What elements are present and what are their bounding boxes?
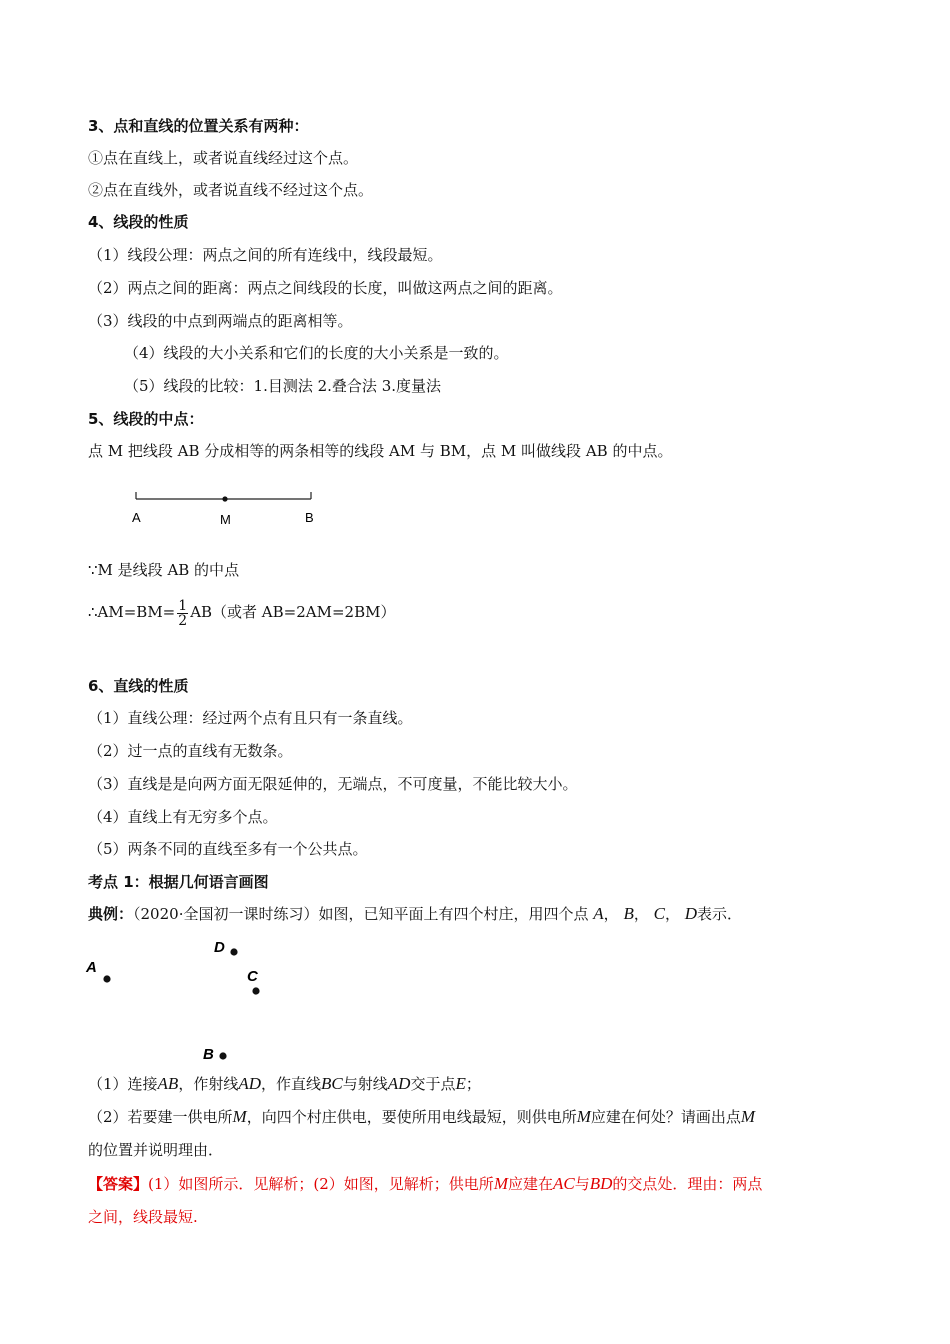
section-6-item-3: （3）直线是是向两方面无限延伸的，无端点，不可度量，不能比较大小。 [88, 775, 578, 793]
section-4-item-2: （2）两点之间的距离：两点之间线段的长度，叫做这两点之间的距离。 [88, 279, 563, 297]
example-label: 典例： [88, 905, 134, 923]
example-text: （2020·全国初一课时练习）如图，已知平面上有四个村庄，用四个点 [133, 905, 589, 923]
sep: ， [603, 905, 619, 923]
q2-m: M [232, 1107, 247, 1126]
because-statement: ∵M 是线段 AB 的中点 [88, 561, 240, 579]
answer-m: M [493, 1174, 508, 1193]
section-3-title: 3、点和直线的位置关系有两种： [88, 117, 309, 135]
q2-m: M [740, 1107, 756, 1126]
fraction-denominator: 2 [178, 612, 188, 629]
answer-text: 与 [574, 1175, 590, 1193]
q1-ab: AB [157, 1074, 179, 1093]
point-a-symbol: A [593, 904, 604, 923]
q1-bc: BC [321, 1074, 343, 1093]
section-5-description: 点 M 把线段 AB 分成相等的两条相等的线段 AM 与 BM，点 M 叫做线段 AB 的中点。 [88, 442, 673, 460]
section-4-title: 4、线段的性质 [88, 213, 189, 231]
question-1 [88, 1073, 481, 1095]
label-b: B [305, 510, 314, 525]
section-4-item-1: （1）线段公理：两点之间的所有连线中，线段最短。 [88, 246, 443, 264]
point-b-symbol: B [623, 904, 634, 923]
answer-label: 【答案】 [88, 1175, 149, 1193]
village-label-d: D [214, 939, 225, 956]
section-3-item-1: ①点在直线上，或者说直线经过这个点。 [88, 149, 359, 167]
section-5-title: 5、线段的中点： [88, 410, 204, 428]
village-label-a: A [86, 959, 97, 976]
answer-text: 应建在 [507, 1175, 553, 1193]
one-half-fraction [177, 599, 188, 628]
q2-text: 应建在何处？请画出点 [590, 1108, 741, 1126]
sep: ， [664, 905, 680, 923]
sep: ， [633, 905, 649, 923]
answer-ac: AC [553, 1174, 575, 1193]
section-4-item-5: （5）线段的比较：1.目测法 2.叠合法 3.度量法 [124, 377, 442, 395]
q1-text: ； [465, 1075, 481, 1093]
point-d-symbol: D [684, 904, 698, 923]
section-6-title: 6、直线的性质 [88, 677, 189, 695]
village-dot-b [219, 1052, 226, 1059]
answer-line-1 [88, 1173, 762, 1195]
q2-text: （2）若要建一供电所 [88, 1108, 233, 1126]
midpoint-dot [222, 496, 227, 501]
fraction-numerator: 1 [178, 597, 188, 614]
village-dot-d [230, 948, 237, 955]
point-c-symbol: C [653, 904, 665, 923]
q1-text: 与射线 [342, 1075, 388, 1093]
question-2 [88, 1106, 755, 1128]
q1-text: （1）连接 [88, 1075, 158, 1093]
answer-text: (1）如图所示．见解析；(2）如图，见解析；供电所 [148, 1175, 494, 1193]
label-a: A [132, 510, 141, 525]
answer-line-2: 之间，线段最短. [88, 1208, 198, 1226]
section-6-item-5: （5）两条不同的直线至多有一个公共点。 [88, 840, 368, 858]
villages-figure [80, 930, 280, 1065]
q2-text: ，向四个村庄供电，要使所用电线最短，则供电所 [246, 1108, 577, 1126]
example-intro [88, 903, 742, 925]
example-tail: 表示． [697, 905, 743, 923]
therefore-suffix: AB（或者 AB=2AM=2BM） [190, 603, 396, 621]
q1-e: E [455, 1074, 466, 1093]
segment-midpoint-figure [125, 485, 335, 530]
answer-bd: BD [589, 1174, 613, 1193]
village-label-c: C [247, 968, 258, 985]
question-2-line-2: 的位置并说明理由． [88, 1141, 224, 1159]
section-4-item-4: （4）线段的大小关系和它们的长度的大小关系是一致的。 [124, 344, 509, 362]
section-6-item-2: （2）过一点的直线有无数条。 [88, 742, 293, 760]
keypoint-1-title: 考点 1：根据几何语言画图 [88, 873, 269, 891]
answer-text: 的交点处．理由：两点 [612, 1175, 763, 1193]
section-6-item-4: （4）直线上有无穷多个点。 [88, 808, 278, 826]
q1-ad: AD [238, 1074, 262, 1093]
section-3-item-2: ②点在直线外，或者说直线不经过这个点。 [88, 181, 374, 199]
q1-text: ，作射线 [178, 1075, 239, 1093]
q2-m: M [576, 1107, 591, 1126]
q1-text: 交于点 [410, 1075, 456, 1093]
village-dot-a [103, 975, 110, 982]
therefore-prefix: ∴AM=BM= [88, 603, 176, 621]
section-4-item-3: （3）线段的中点到两端点的距离相等。 [88, 312, 353, 330]
therefore-statement [88, 597, 395, 628]
label-m: M [220, 512, 231, 527]
q1-text: ，作直线 [261, 1075, 322, 1093]
village-dot-c [252, 987, 259, 994]
section-6-item-1: （1）直线公理：经过两个点有且只有一条直线。 [88, 709, 413, 727]
q1-ad: AD [387, 1074, 411, 1093]
village-label-b: B [203, 1046, 214, 1063]
